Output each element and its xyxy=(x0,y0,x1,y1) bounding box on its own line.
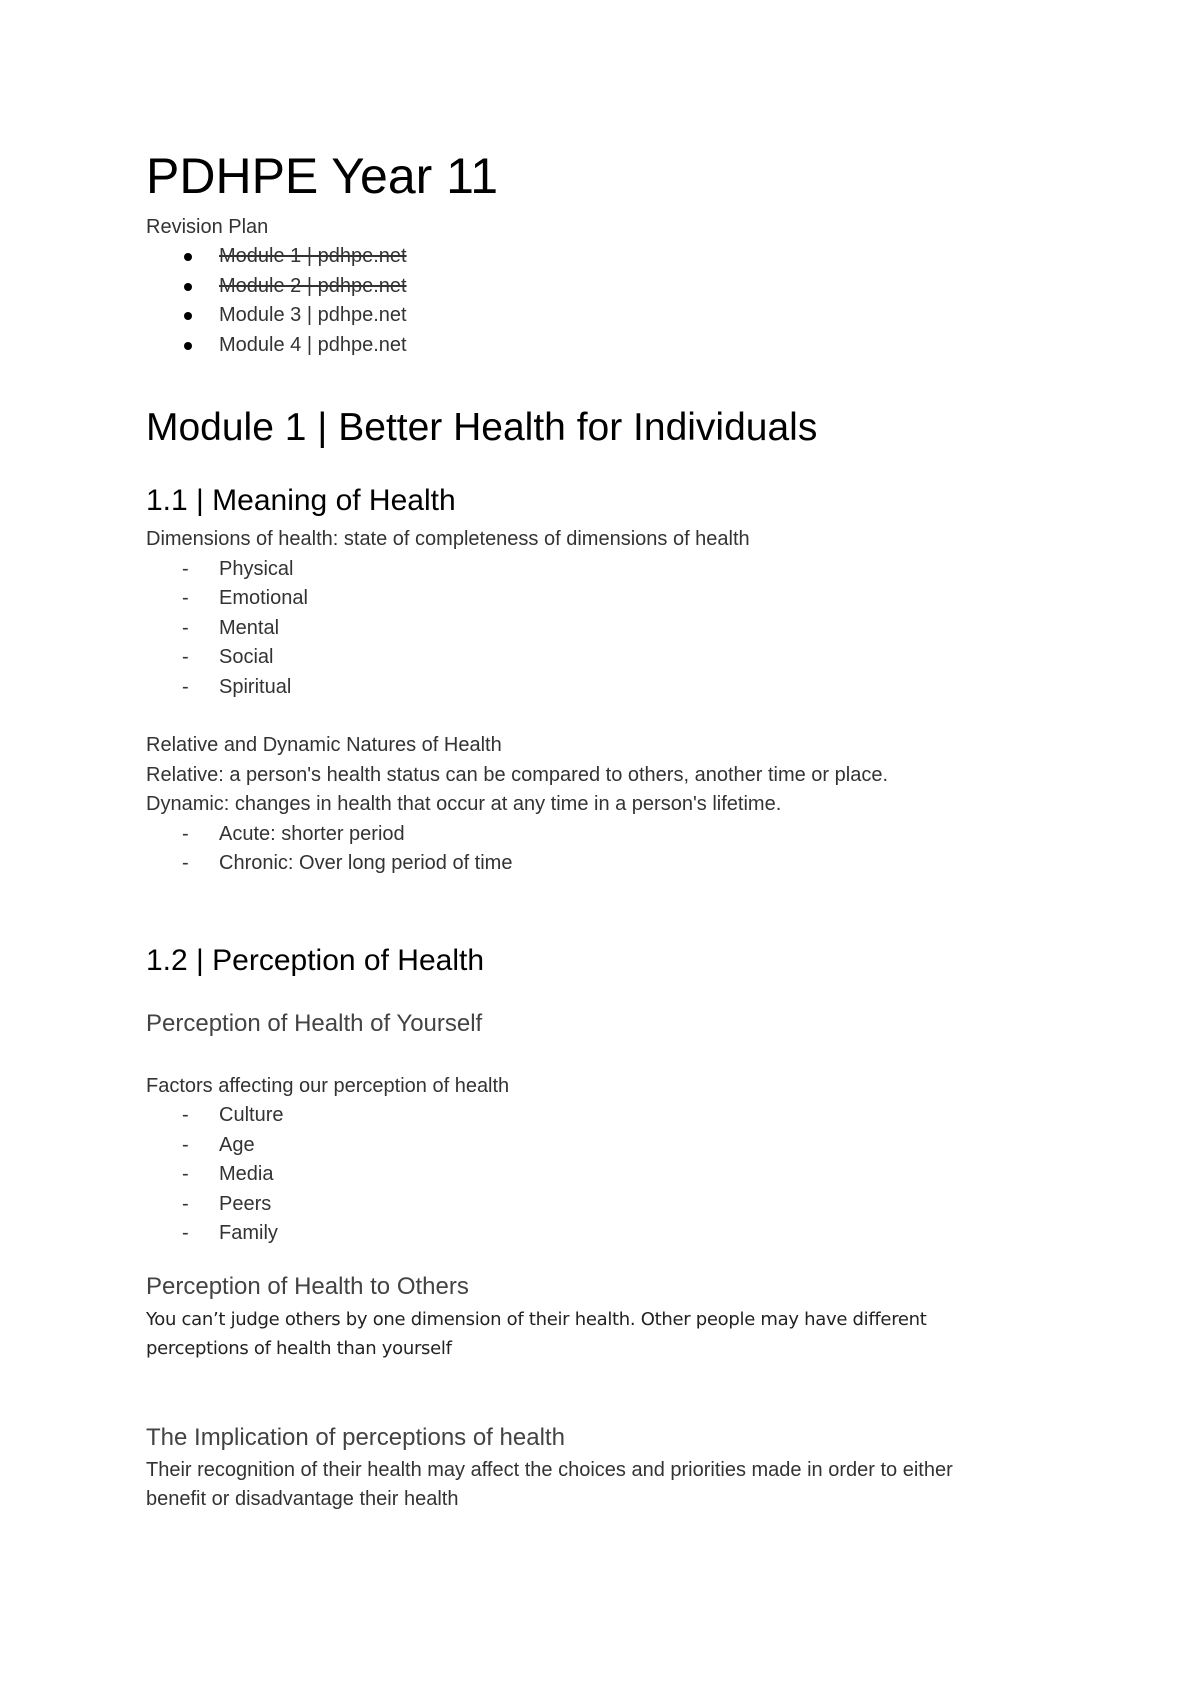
bullet-icon xyxy=(184,312,192,320)
plan-item-module-1[interactable] xyxy=(146,242,1100,272)
factors-intro: Factors affecting our perception of health xyxy=(146,1074,510,1097)
list-item: - Mental xyxy=(146,614,1100,644)
module-1-heading: Module 1 | Better Health for Individuals xyxy=(146,406,818,449)
section-1-1-heading: 1.1 | Meaning of Health xyxy=(146,484,456,517)
dynamic-definition: Dynamic: changes in health that occur at any time in a person's lifetime. xyxy=(146,793,782,815)
plan-item-label: Module 2 | pdhpe.net xyxy=(219,274,407,297)
dash-icon: - xyxy=(182,1104,189,1126)
others-perception-text-line-2: perceptions of health than yourself xyxy=(146,1337,452,1359)
list-item: - Social xyxy=(146,643,1100,673)
dash-icon: - xyxy=(182,1163,189,1185)
self-perception-heading: Perception of Health of Yourself xyxy=(146,1009,483,1037)
dash-icon: - xyxy=(182,675,189,698)
others-perception-text-line-1: You can’t judge others by one dimension of their health. Other people may have different xyxy=(146,1308,927,1330)
factors-list xyxy=(146,1101,1100,1249)
dimensions-list xyxy=(146,555,1100,703)
relative-definition: Relative: a person's health status can be compared to others, another time or place. xyxy=(146,763,889,786)
dash-icon: - xyxy=(182,822,189,845)
others-perception-heading: Perception of Health to Others xyxy=(146,1272,469,1300)
list-item: - Media xyxy=(146,1160,1100,1190)
implication-heading: The Implication of perceptions of health xyxy=(146,1423,565,1451)
list-item: - Peers xyxy=(146,1190,1100,1220)
plan-item-label: Module 3 | pdhpe.net xyxy=(219,304,407,326)
document-title: PDHPE Year 11 xyxy=(146,148,499,204)
implication-text-line-2: benefit or disadvantage their health xyxy=(146,1488,459,1510)
dash-icon: - xyxy=(182,852,189,874)
plan-item-module-4[interactable] xyxy=(146,331,1100,361)
plan-item-module-2[interactable] xyxy=(146,272,1100,302)
list-item: - Spiritual xyxy=(146,673,1100,703)
implication-text-line-1: Their recognition of their health may affect the choices and priorities made in order to either xyxy=(146,1458,953,1481)
dimensions-intro: Dimensions of health: state of completeness of dimensions of health xyxy=(146,528,750,550)
dash-icon: - xyxy=(182,587,189,609)
list-item: - Age xyxy=(146,1131,1100,1161)
bullet-icon xyxy=(184,342,192,350)
dash-icon: - xyxy=(182,1222,189,1244)
revision-plan-list xyxy=(146,242,1100,360)
list-item: - Emotional xyxy=(146,584,1100,614)
plan-item-label: Module 4 | pdhpe.net xyxy=(219,333,407,356)
dash-icon: - xyxy=(182,646,189,668)
list-item: - Physical xyxy=(146,555,1100,585)
revision-plan-label: Revision Plan xyxy=(146,216,269,238)
dash-icon: - xyxy=(182,1133,189,1156)
plan-item-label: Module 1 | pdhpe.net xyxy=(219,245,407,267)
plan-item-module-3[interactable] xyxy=(146,301,1100,331)
dash-icon: - xyxy=(182,1192,189,1215)
section-1-2-heading: 1.2 | Perception of Health xyxy=(146,943,484,977)
dash-icon: - xyxy=(182,616,189,639)
dash-icon: - xyxy=(182,557,189,580)
list-item: - Culture xyxy=(146,1101,1100,1131)
bullet-icon xyxy=(184,283,192,291)
list-item: - Acute: shorter period xyxy=(146,820,1100,850)
list-item: - Family xyxy=(146,1219,1100,1249)
list-item: - Chronic: Over long period of time xyxy=(146,849,1100,879)
relative-dynamic-title: Relative and Dynamic Natures of Health xyxy=(146,734,502,756)
dynamic-list xyxy=(146,820,1100,879)
bullet-icon xyxy=(184,253,192,261)
